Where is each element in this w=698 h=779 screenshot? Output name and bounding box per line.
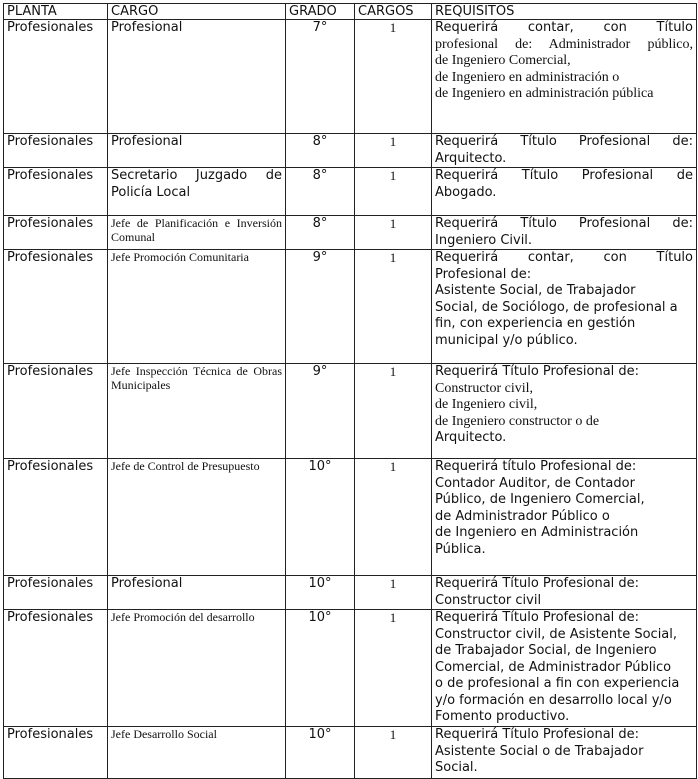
req-line: Constructor civil <box>435 592 542 608</box>
cargos-cell: 1 <box>355 20 432 134</box>
req-line: de Ingeniero en administración o <box>435 69 620 85</box>
table-row <box>4 216 697 250</box>
req-line: Requerirá Título Profesional de: <box>435 216 693 231</box>
req-line: de Ingeniero civil, <box>435 397 538 412</box>
req-line: Fomento productivo. <box>435 709 570 724</box>
requisitos-cell <box>432 610 697 727</box>
planta-cell: Profesionales <box>4 364 108 459</box>
req-line: Requerirá Título Profesional de: <box>435 364 640 379</box>
cargos-cell: 1 <box>355 134 432 168</box>
planta-cell: Profesionales <box>4 576 108 610</box>
grado-cell: 7° <box>286 20 355 134</box>
cargo-cell: Jefe de Planificación e Inversión Comunal <box>108 216 286 250</box>
req-line: Requerirá Título Profesional de: <box>435 727 640 742</box>
req-line: Arquitecto. <box>435 430 507 445</box>
cargos-cell: 1 <box>355 364 432 459</box>
requisitos-cell <box>432 727 697 779</box>
table-row <box>4 459 697 576</box>
cargo-cell: Jefe Inspección Técnica de Obras Municipales <box>108 364 286 459</box>
grado-cell: 9° <box>286 250 355 364</box>
req-line: Requerirá título Profesional de: <box>435 459 637 474</box>
requisitos-cell <box>432 576 697 610</box>
req-line: Comercial, de Administrador Público <box>435 659 672 675</box>
req-line: de Trabajador Social, de Ingeniero <box>435 643 657 658</box>
cargo-cell: Profesional <box>108 20 286 134</box>
req-line: Profesional de: <box>435 266 532 282</box>
grado-cell: 8° <box>286 168 355 216</box>
header-grado: GRADO <box>286 4 355 20</box>
requirements-table <box>3 3 697 779</box>
header-row <box>4 4 697 20</box>
req-line: Contador Auditor, de Contador <box>435 475 635 491</box>
req-line: Requerirá Título Profesional de <box>435 168 693 183</box>
header-cargos: CARGOS <box>355 4 432 20</box>
cargos-cell: 1 <box>355 576 432 610</box>
cargo-cell: Profesional <box>108 134 286 168</box>
req-line: Asistente Social, de Trabajador <box>435 283 636 298</box>
planta-cell: Profesionales <box>4 20 108 134</box>
table-row <box>4 168 697 216</box>
planta-cell: Profesionales <box>4 727 108 779</box>
planta-cell: Profesionales <box>4 610 108 727</box>
grado-cell: 10° <box>286 459 355 576</box>
requisitos-cell <box>432 250 697 364</box>
req-line: Asistente Social o de Trabajador <box>435 743 644 759</box>
requisitos-cell <box>432 364 697 459</box>
grado-cell: 10° <box>286 610 355 727</box>
req-line: de Ingeniero en Administración <box>435 525 639 540</box>
req-line: Ingeniero Civil. <box>435 232 533 248</box>
requisitos-cell <box>432 134 697 168</box>
grado-cell: 8° <box>286 134 355 168</box>
planta-cell: Profesionales <box>4 250 108 364</box>
header-requisitos: REQUISITOS <box>432 4 697 20</box>
grado-cell: 8° <box>286 216 355 250</box>
grado-cell: 9° <box>286 364 355 459</box>
table-row <box>4 364 697 459</box>
req-line: Requerirá Título Profesional de: <box>435 576 640 591</box>
planta-cell: Profesionales <box>4 134 108 168</box>
req-line: de Ingeniero en administración pública <box>435 86 654 101</box>
header-cargo: CARGO <box>108 4 286 20</box>
planta-cell: Profesionales <box>4 216 108 250</box>
table-row <box>4 134 697 168</box>
cargos-cell: 1 <box>355 727 432 779</box>
req-line: Público, de Ingeniero Comercial, <box>435 492 645 507</box>
cargo-cell: Jefe de Control de Presupuesto <box>108 459 286 576</box>
cargos-cell: 1 <box>355 168 432 216</box>
planta-cell: Profesionales <box>4 168 108 216</box>
table-row <box>4 20 697 134</box>
req-line: fin, con experiencia en gestión <box>435 316 636 331</box>
table-row <box>4 610 697 727</box>
cargo-cell: Secretario Juzgado de Policía Local <box>108 168 286 216</box>
req-line: Requerirá contar, con Título <box>435 250 693 265</box>
requisitos-cell <box>432 459 697 576</box>
grado-cell: 10° <box>286 727 355 779</box>
requisitos-cell <box>432 20 697 134</box>
cargo-cell: Jefe Promoción del desarrollo <box>108 610 286 727</box>
requisitos-cell <box>432 168 697 216</box>
req-line: profesional de: Administrador público, <box>435 36 693 52</box>
cargo-cell: Jefe Desarrollo Social <box>108 727 286 779</box>
req-line: Abogado. <box>435 184 497 200</box>
req-line: de Ingeniero Comercial, <box>435 53 571 68</box>
req-line: Constructor civil, <box>435 380 533 396</box>
cargos-cell: 1 <box>355 610 432 727</box>
req-line: o de profesional a fin con experiencia <box>435 676 680 691</box>
req-line: municipal y/o público. <box>435 332 578 348</box>
requisitos-cell <box>432 216 697 250</box>
req-line: de Administrador Público o <box>435 508 610 524</box>
table-row <box>4 727 697 779</box>
req-line: Requerirá contar, con Título <box>435 20 693 35</box>
planta-cell: Profesionales <box>4 459 108 576</box>
req-line: Arquitecto. <box>435 150 507 166</box>
req-line: Social, de Sociólogo, de profesional a <box>435 299 678 315</box>
grado-cell: 10° <box>286 576 355 610</box>
header-planta: PLANTA <box>4 4 108 20</box>
req-line: Constructor civil, de Asistente Social, <box>435 626 678 642</box>
cargo-cell: Jefe Promoción Comunitaria <box>108 250 286 364</box>
req-line: Social. <box>435 760 478 775</box>
cargos-cell: 1 <box>355 459 432 576</box>
cargos-cell: 1 <box>355 250 432 364</box>
cargo-cell: Profesional <box>108 576 286 610</box>
req-line: Requerirá Título Profesional de: <box>435 610 640 625</box>
table-row <box>4 250 697 364</box>
table-row <box>4 576 697 610</box>
req-line: de Ingeniero constructor o de <box>435 413 600 429</box>
cargos-cell: 1 <box>355 216 432 250</box>
req-line: y/o formación en desarrollo local y/o <box>435 692 672 708</box>
req-line: Requerirá Título Profesional de: <box>435 134 693 149</box>
req-line: Pública. <box>435 541 486 557</box>
